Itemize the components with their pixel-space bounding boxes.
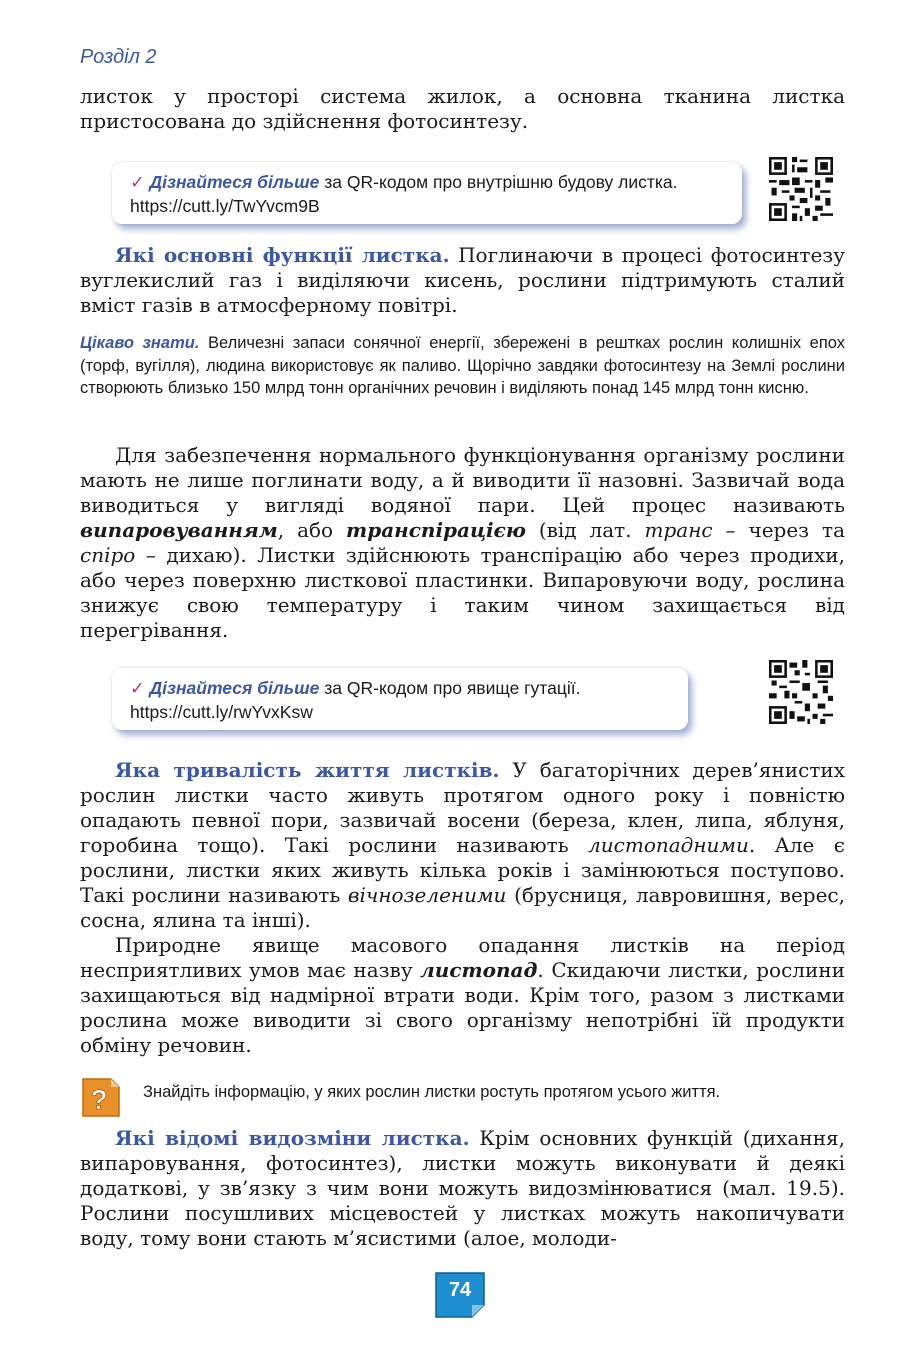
latin-spiro: спіро [80,543,136,567]
paragraph-leaf-structure: листок у просторі система жилок, а основна тканина листка пристосована до здійснення фотосинтезу. [80,84,845,133]
lifespan-text-1: У багаторічних дерев’янистих рослин листки часто живуть протягом одного року і повністю опадають певної пори, зазвичай восени (береза, клен, липа, яблуня, горобина тощо). Такі рослини називають [80,758,845,857]
lifespan-text-3: (брусниця, лавровишня, верес, сосна, ялина та інші). [80,883,845,932]
transpiration-text-5: – дихаю). Листки здійснюють транспірацію або через продихи, або через поверхню листкової пластинки. Випаровуючи воду, рослина знижує свою температуру і таким чином захищається від перегрівання. [80,543,845,642]
page-number: 74 [448,1279,472,1301]
transpiration-text-1: Для забезпечення нормального функціонування організму рослини мають не лише поглинати воду, а й виводити її назовні. Зазвичай вода виводиться у вигляді водяної пари. Цей процес називають [80,443,845,517]
learn-more-label: Дізнайтеся більше [149,172,320,192]
qr-info-box-structure [112,162,742,224]
latin-trans: транс [644,518,713,542]
term-evergreen: вічнозеленими [347,883,507,907]
transpiration-text-2: , або [277,518,347,542]
term-transpiration: транспірацією [346,518,526,542]
heading-functions: Які основні функції листка. [115,243,450,267]
paragraph-functions [80,243,845,318]
paragraph-transpiration [80,443,845,643]
qr-info-text: за QR-кодом про явище гутації. https://cutt.ly/rwYvxKsw [130,678,581,722]
paragraph-lifespan [80,758,845,933]
section-label: Розділ 2 [80,46,157,68]
interesting-fact [80,332,845,400]
leaf-fall-text-2: . Скидаючи листки, рослини захищаються від надмірної втрати води. Крім того, разом з листками рослина може виводити зі свого організму непотрібні їй продукти обміну речовин. [80,958,845,1057]
functions-text: Поглинаючи в процесі фотосинтезу вуглекислий газ і виділяючи кисень, рослини підтримують сталий вміст газів в атмосферному повітрі. [80,243,845,317]
qr-info-box-guttation [112,668,688,730]
fact-lead: Цікаво знати. [80,334,200,352]
fact-text: Величезні запаси сонячної енергії, збережені в рештках рослин колишніх епох (торф, вугілля), людина використовує як паливо. Щорічно завдяки фотосинтезу на Землі рослини створюють близько 150 млрд тонн органічних речовин і виділяють понад 145 млрд тонн кисню. [80,334,845,397]
paragraph-modifications [80,1126,845,1251]
transpiration-text-4: – через та [712,518,845,542]
heading-lifespan: Яка тривалість життя листків. [115,758,500,782]
check-icon: ✓ [130,678,145,698]
leaf-fall-text-1: Природне явище масового опадання листків на період несприятливих умов має назву [80,933,845,982]
transpiration-text-3: (від лат. [525,518,645,542]
question-mark-icon [80,1077,121,1118]
paragraph-leaf-fall [80,933,845,1058]
lifespan-text-2: . Але є рослини, листки яких живуть кілька років і замінюються поступово. Такі рослини називають [80,833,845,907]
modifications-text: Крім основних функцій (дихання, випаровування, фотосинтез), листки можуть виконувати й деякі додаткові, у зв’язку з чим вони можуть видозмінюватися (мал. 19.5). Рослини посушливих місцевостей у листках можуть накопичувати воду, тому вони стають м’ясистими (алое, молоди- [80,1126,845,1250]
qr-code-icon[interactable] [769,660,833,724]
term-leaf-fall: листопад [420,958,538,982]
qr-info-text: за QR-кодом про внутрішню будову листка. https://cutt.ly/TwYvcm9B [130,172,678,216]
question-prompt: Знайдіть інформацію, у яких рослин листки ростуть протягом усього життя. [143,1083,721,1101]
qr-code-icon[interactable] [769,157,833,221]
term-deciduous: листопадними [588,833,749,857]
svg-text:?: ? [90,1084,108,1115]
check-icon: ✓ [130,172,145,192]
term-evaporation: випаровуванням [80,518,278,542]
heading-modifications: Які відомі видозміни листка. [115,1126,470,1150]
learn-more-label: Дізнайтеся більше [149,678,320,698]
